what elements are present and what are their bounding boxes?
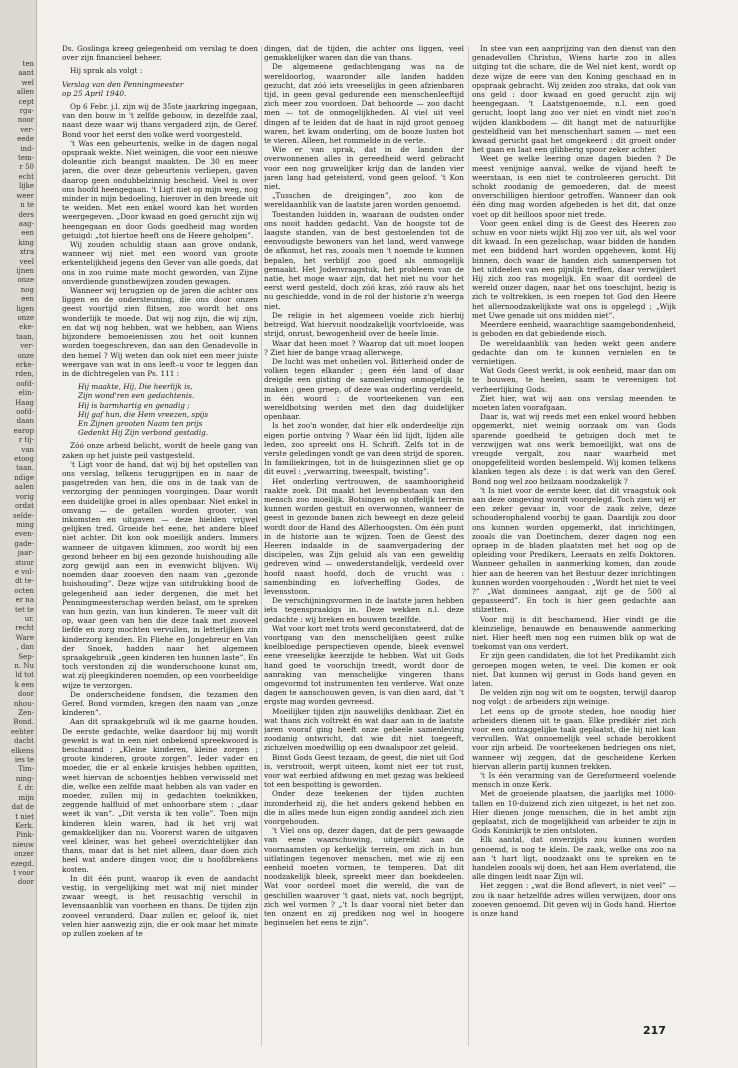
psalm-line: Hij maakte, Hij, Die heerlijk is,: [78, 382, 193, 392]
paragraph: 't Is niet voor de eerste keer, dat dit vraagstuk ook aan deze omgeving wordt voorgelegd. Toch zien wij er een zeker gevaar in, voor de zaak zelve, deze schouderophalend voorbij te gaan. Daardijk zou door ons kunnen worden opgemerkt, dat inrichtingen, zooals die van Doetinchem, dezer dagen nog een opraep in de bladen plaatsten met het oog op de opleiding voor Predikers, Leeraats en zelfs Doktoren. Wanneer gehallen in aanmerking komen, dan zoude hier aan de heeren van het Bestuur dezer inrichtingen kunnen worden voorgehouden : „Wordt het niet te veel ?” „Wat dominees aangaat, zijt ge de 500 al gepasseerd”. En toch is hier geen gedachte aan stilzetten.: [472, 485, 676, 615]
paragraph: De onderscheidene fondsen, die tezamen den Geref. Bond vormden, kregen den naam van „onze kinderen”.: [62, 689, 258, 718]
gutter-fragment: ind-: [20, 144, 34, 153]
paragraph: Ziet hier, wat wij aan ons verslag meenden te moeten laten voorafgaan.: [472, 393, 676, 412]
gutter-fragment: allen: [16, 88, 34, 97]
gutter-fragment: tet te: [15, 605, 34, 614]
gutter-fragment: door: [17, 690, 34, 699]
gutter-fragment: Sep-: [18, 652, 34, 661]
speaker-line: Hij sprak als volgt :: [70, 66, 143, 76]
gutter-fragment: ders: [18, 210, 34, 219]
gutter-fragment: oofd-: [16, 408, 34, 417]
gutter-fragment: eede: [17, 135, 34, 144]
gutter-fragment: ld tot: [15, 671, 34, 680]
paragraph: Wij zouden schuldig staan aan grove ondank, wanneer wij niet met een woord van groote erkentelijkheid jegens den Gever van alle goeds, dat ons in zoo ruime mate mocht geworden, van Zijne onverdiende gunstbewijzen zouden gewagen.: [62, 240, 258, 286]
gutter-fragment: cept: [18, 97, 34, 106]
gutter-fragment: eehter: [10, 727, 34, 736]
gutter-fragment: , dan: [16, 643, 34, 652]
paragraph: Zóó onze arbeid belicht, wordt de heele gang van zaken op het juiste peil vastgesteld.: [62, 441, 258, 460]
gutter-fragment: f. dr.: [17, 784, 34, 793]
gutter-fragment: onze: [17, 313, 34, 322]
gutter-fragment: xtra: [19, 248, 34, 257]
paragraph: Let eens op de groote steden, hoe noodig hier arbeiders dienen uit te gaan. Elke predikér ziet zich voor een ontzaggelijke taak geplaatst, die hij niet kan vervullen. Wat onnoemelijk veel schade berokkent voor zijn arbeid. De voorteekenen bedriegen ons niet, wanneer wij zeggen, dat de gescheidene Kerken hiervan allerin partij kunnen trekken.: [472, 706, 676, 771]
psalm-line: Gedenkt Hij Zijn verbond gestadig.: [78, 428, 209, 438]
gutter-fragment: nog: [20, 285, 34, 294]
gutter-fragment: ver-: [20, 342, 34, 351]
intro-paragraph: Ds. Goslinga kreeg gelegenheid om verslag te doen over zijn financieel beheer.: [62, 44, 258, 63]
gutter-fragment: erke-: [15, 361, 34, 369]
column-3: [472, 44, 676, 1044]
paragraph: Onder deze teekenen der tijden zuchten inzonderheid zij, die het anders gekend hebben en die in alles mede hun eigen zondig aandeel zich zien voorgehouden.: [264, 789, 464, 827]
gutter-fragment: wel: [21, 78, 34, 87]
gutter-fragment: oofd-: [16, 379, 34, 388]
gutter-fragment: nieuw: [12, 840, 34, 849]
gutter-fragment: recht: [15, 624, 34, 633]
paragraph: De lucht was met onheilen vol. Bitterheid onder de volken tegen elkander ; geen één land of daar dreigde een gisting de samenleving onmogelijk te maken ; geen groep, of deze was onderling verdeeld, in één woord : de voorteekenen van een wereldbotsing werden met den dag duidelijker openbaar.: [264, 356, 464, 422]
gutter-fragment: etoog: [14, 455, 34, 464]
gutter-fragment: taan,: [16, 332, 34, 341]
gutter-fragment: ndige: [14, 473, 34, 482]
gutter-fragment: aag-: [18, 219, 34, 228]
gutter-fragment: king: [18, 238, 34, 247]
paragraph: Er zijn geen candidaten, die tot het Predikambt zich geroepen mogen weten, te veel. Die komen er ook niet. Dat kunnen wij gerust in Gods hand geven en laten.: [472, 651, 676, 689]
gutter-fragment: elin-: [18, 389, 34, 398]
gutter-fragment: t voor: [13, 868, 34, 877]
psalm-line: Hij is barmhartig en genadig ;: [78, 400, 190, 410]
gutter-fragment: onzer: [14, 850, 34, 859]
paragraph: In stee van een aanprijzing van den dienst van den genadevollen Christus, Wiens harte zoo in alles uitging tot die schare, die de Wel niet kent, wordt op deze wijze de eere van den Koning geschaad en in opspraak gebracht. Wij zeiden zoo straks, dat ook van ons geld : door kwaad en goed gerucht zijn wij heengegaan. 't Laatstgenoemde, n.l. een goed gerucht, loopt lang zoo ver niet en vindt niet zoo'n wijden klankbodem — dit hangt met de natuurlijke gesteldheid van het menschenhart samen — met een kwaad gerucht gaat het omgekeerd : dit groeit onder het gaan en laat een glibberig spoor zeker achter.: [472, 44, 676, 155]
gutter-fragment: noor: [17, 116, 34, 125]
gutter-fragment: k een: [14, 680, 34, 689]
gutter-fragment: ijnen: [16, 266, 34, 275]
gutter-fragment: ming: [16, 520, 34, 529]
gutter-fragment: Bond.: [13, 718, 34, 727]
gutter-fragment: rga-: [19, 107, 34, 116]
paragraph: Voor mij is dit beschamend. Hier vindt ge die kleinzielige, benauwde en benauwende aanmerking niet. Hier heeft men nog een ruimen blik op wat de toekomst van ons verdert.: [472, 614, 676, 652]
gutter-fragment: echt: [18, 172, 34, 181]
paragraph: Wat Gods Geest werkt, is ook eenheid, maar dan om te bouwen, te heelen, saam te vereenigen tot verheerlijking Gods.: [472, 366, 676, 394]
gutter-fragment: een: [21, 229, 34, 238]
report-date: op 25 April 1940.: [62, 88, 127, 98]
gutter-fragment: er na: [15, 596, 34, 605]
paragraph: Weet ge welke leering onze dagen bieden ? De meest venijnige aanval, welke de vijand heeft te weerstaan, is een niet te controleeren gerucht. Dit schokt zoodanig de gemoederen, dat de meest onverschilligen hierdoor getroffen. Wanneer dan ook één ding mag worden afgebeden is het dit, dat onze voet op dit heilloos spoor niet trede.: [472, 154, 676, 219]
gutter-fragment: dt te-: [15, 577, 34, 586]
column-1: [62, 44, 258, 1044]
paragraph: Meerdere eenheid, waarachtige saamgebondenheid, is geboden en dat gebiedende eisch.: [472, 320, 676, 339]
gutter-fragment: tem-: [18, 154, 34, 163]
gutter-fragment: stuur: [15, 558, 34, 567]
paragraph: Wanneer wij terugzien op de jaren die achter ons liggen en de ondersteuning, die ons door onzen geest voortijd zien flitsen, zoo wordt het ons wonderlijk te moede. Dat wij nog zijn, die wij zijn, en dat wij nog hebben, wat we hebben, aan Wiens bijzondere bemoeienissen zou het ooit kunnen worden toegeschreven, dan aan den Genadevolle in den hemel ? Wij weten dan ook niet een meer juiste weergave van wat in ons leeft–u voor te leggen dan in de dichtregelen van Ps. 111 :: [62, 286, 258, 378]
paragraph: Wie er van sprak, dat in de landen der overwonnenen alles in gereedheid werd gebracht voor een nog gruwelijker krijg dan de landen vier jaren lang had geteisterd, vond geen geloof. 't Kon niet.: [264, 145, 464, 192]
psalm-line: En Zijnen grooten Naam ten prijs: [78, 418, 203, 428]
column-divider: [261, 46, 262, 1046]
gutter-fragment: r tij-: [18, 436, 34, 445]
paragraph: De verschijningsvormen in de laatste jaren hebben iets tegenspraakigs in. Deze wekken n.l. deze gedachte : wij breken en bouwen tezelfde.: [264, 596, 464, 624]
gutter-fragment: selde-: [13, 511, 34, 520]
paragraph: Het zeggen : „wat die Bond aflevert, is niet veel” — zou ik naar hetzelfde adres willen verwijzen, door ons zooeven genoemd. Dit geven wij in Gods hand. Hiertoe is onze hand: [472, 881, 676, 919]
paragraph: Toestanden luidden in, waaraan de oudsten onder ons nooit hadden gedacht. Van de hoogste tot de laagste standen, van de best gestoelenden tot de eenvoudigste bewoners van het land, werd vanwege de afkomst, het ras, zooals men 't noemde te kunnen bepalen, het verblijf zoo goed als onmogelijk gemaakt. Het Jodenvraagstuk, het probleem van de natie, het moge waar zijn, dat het niet nu voor het eerst werd gesteld, doch zóó kras, zóó rauw als het nu geschiedde, vond in de rol der historie z'n weerga niet.: [264, 209, 464, 311]
gutter-fragment: Pink-: [16, 831, 34, 840]
paragraph: Elk aantal, dat onverzijds zou kunnen worden genoemd, is nog te klein. De zaak, welke ons zoo na aan 't hart ligt, noodzaakt ons te spreken en te handelen zooals wij doen, het aan Hem overlatend, die alle dingen leidt naar Zijn wil.: [472, 835, 676, 882]
gutter-fragment: dat de: [11, 803, 34, 812]
gutter-fragment: dacht: [14, 737, 34, 746]
paragraph: Moeilijker tijden zijn nauwelijks denkbaar. Ziet én wat thans zich voltrekt én wat daar aan in de laatste jaren vooraf ging heeft onze gebeele samenleving zoodanig ontwricht, dat wie dit niet toegeeft, zichzelven moedwillig op een dwaalspoor zet geleid.: [264, 706, 464, 753]
paragraph: Waar dat heen moet ? Waarop dat uit moet loopen ? Ziet hier de bange vraag allerwege.: [264, 338, 464, 357]
gutter-fragment: mijn: [18, 793, 34, 802]
paragraph: De religie in het algemeen voelde zich hierbij betreigd. Wat hiervuit noodzakelijk voortvloeide, was strijd, onrust, bewogenheid over de heele linie.: [264, 310, 464, 339]
gutter-fragment: elkens: [11, 746, 34, 755]
gutter-fragment: Ware: [15, 633, 34, 642]
gutter-fragment: ordat: [14, 502, 34, 511]
paragraph: Het onderling vertrouwen, de saamhoorigheid raakte zoek. Dit maakt het levensbestaan van den mensch zoo moeilijk. Botsingen op stoffelijk terrein kunnen worden gestuit en overwonnen, wanneer de geest in gezonde banen zich beweegt en deze geleid wordt door de Hand des Allerhoogsten. Om één punt in de historie aan te wijzen. Toen de Geest des Heeren indaalde in de saamvergadering der discipelen, was Zijn geluid als van een geweldig gedreven wind — onwederstandelijk, verdeeld over hoofd naast hoofd, doch de vrucht was : samenbinding en lofverheffing Godes, de levensstoon.: [264, 476, 464, 596]
gutter-fragment: t niet: [15, 812, 34, 821]
gutter-fragment: aalen: [14, 483, 34, 492]
report-title: Verslag van den Penningmeester: [62, 79, 184, 89]
paragraph: Is het zoo'n wonder, dat hier elk onderdeelije zijn eigen portie ontving ? Waar één lid lijdt, lijden alle leden, zoo spreekt ons H. Schrift. Zelfs tot in de verste geledingen vondt ge van deen strijd de sporen. In familiekringen, tot in de huisgezinnen sliet ge op dit euvel : „verwarring, tweespalt, twisting”.: [264, 421, 464, 477]
paragraph: Op 6 Febr. j.l. zijn wij de 35ste jaarkring ingegaan, van den bouw in 't zelfde gebouw, in dezelfde zaal, naast deze waar wij thans vergaderd zijn, de Geref. Bond voor het eerst den volke werd voorgesteld.: [62, 102, 258, 139]
gutter-fragment: gade-: [14, 539, 34, 548]
psalm-line: Zijn wond'ren een gedachtenis.: [78, 391, 195, 401]
paragraph: 't Ligt voor de hand, dat wij bij het opstellen van ons verslag, telkens teruggrijpen en in naar de pasgetreden van hen, die ons in de taak van de verzorging der penningen voorgingen. Daar wordt een duidelijke groei in alles openbaar. Niet enkel in omvang — de getallen worden grooter, van inkomsten en uitgaven — deze hielden vrijwel gelijken tred. Groeide het eene, het andere bleef niet achter. Dit kon ook moeilijk anders. Immers wanneer de uitgaven klimmen, zoo wordt bij een gezond beheer en bij een gezonde huishouding alle zorg gewijd aan een in evenwicht blijven. Wij noemden daar zooeven den naam van „gezonde huishouding”. Deze wijze van uitdrukking bood de gelegenheid aan ieder dergenen, die met het Penningmeesterschap werden belast, om te spreken van hun gezin, van hun kinderen. Te meer valt dit op, waar geen van hen die deze taak met zooveel liefde en zorg mochten vervullen, in letterlijken zin kinderzorg kenden. En Fliehe en Jongebreur en Van der Snoek, hadden naar het algemeen spraakgebruik „geen kinderen ten hunnen laste”. En toch verstonden zij die wonderschoone kunst om, wat zij pleegkinderen noemden, op een voorbeeldige wijze te verzorgen.: [62, 459, 258, 690]
gutter-fragment: vorig: [15, 492, 34, 501]
gutter-fragment: taan.: [16, 464, 34, 473]
paragraph: Wat voor kort met trots werd geconstateerd, dat de voortgang van den menschelijken geest zulke koelbloedige perspectieven opende, bleek evenwel eene vreeselijke keerzijde te hebben. Wat uit Gods hand goed te voorschijn treedt, wordt door de aanraking van menschelijke vingeren thans omgevormd tot instrumenten ten verderve. Wat onze dagen te aanschouwen geven, is van dien aard, dat 't ergste mag worden gevreesd.: [264, 623, 464, 707]
gutter-fragment: veel: [19, 257, 34, 266]
gutter-fragment: onze: [17, 276, 34, 285]
paragraph: „Tusschen de dreigingen”, zoo kon de wereldaanblik van de laatste jaren worden genoemd.: [264, 191, 464, 210]
gutter-fragment: r 50: [19, 163, 34, 172]
paragraph: Daar is, wat wij reeds met een enkel woord hebben opgemerkt, niet weinig oorzaak om van Gods sparende goedheid te getuigen doch met te verzwijgen wat ons werk bemoeilijkt, wat ons de vreugde vergalt, zou naar waarheid met onopgefeliteid worden beslempeld. Wij komen telkens klanken tegen als deze : is dat werk van den Geref. Bond nog wel zoo heilzaam noodzakelijk ?: [472, 412, 676, 486]
adjacent-page-gutter: [0, 0, 37, 1068]
column-2: [264, 44, 464, 1044]
paragraph: Binst Gods Geest tezaam, de geest, die niet uit God is, verstrooit, werpt uiteen, komt niet eer tot rust, voor wat eerbied afdwong en met gezag was bekleed tot een bespotting is geworden.: [264, 752, 464, 790]
paragraph: De algemeene gedachtengang was na de wereldoorlog, waaronder alle landen hadden gezucht, dat zóó iets vreeselijks in geen afzienbaren tijd, in geen geval gedurende een menschenleeftijd zich meer zou voordoen. Dat behoorde — zoo dacht men — tot de onmogelijkheden. Al viel uit veel dingen af te leiden dat de haat in nijd groot genoeg waren, het kwam onderling, om de booze lusten bot te vieren. Alleen, het rommelde in de verte.: [264, 62, 464, 146]
gutter-fragment: weer: [16, 191, 34, 200]
gutter-fragment: Tim-: [18, 765, 34, 774]
gutter-fragment: van: [21, 445, 34, 454]
gutter-fragment: octen: [14, 586, 34, 595]
page-number: 217: [643, 1024, 666, 1037]
psalm-quote: [78, 382, 258, 437]
gutter-fragment: ezegd.: [10, 859, 34, 868]
gutter-fragment: lijke: [18, 182, 34, 191]
gutter-fragment: Haag: [15, 398, 34, 407]
gutter-fragment: ning-: [15, 774, 34, 783]
gutter-fragment: ver-: [20, 125, 34, 134]
paragraph: 't Viel ons op, dezer dagen, dat de pers gewaagde van eene waarschuwing, uitgereikt aan de voornaamsten op kerkelijk terrein, om zich in hun uitlatingen tegenover menschen, met wie zij een eenheid moeten vormen, te temperen. Dat dit noodzakelijk bleek, spreekt meer dan boekdeelen. Wat voor oordeel moet die wereld, die van de geschillen waarover 't gaat, niets vat, noch begrijpt, zich wel vormen ? „'t Is daar vooral niet beter dan ten onzent en zij prediken nog wel in hoogere beginselen het eens te zijn”.: [264, 826, 464, 928]
gutter-fragment: daan: [16, 417, 34, 426]
gutter-fragment: e vol-: [14, 567, 34, 576]
gutter-fragment: eke-: [19, 323, 34, 332]
paragraph: Voor geen enkel ding is de Geest des Heeren zoo schuw en voor niets wijkt Hij zoo ver uit, als wel voor dit kwaad. In een gezelschap, waar bidden de handen met een biddend hart worden opgeheven, komt Hij binnen, doch waar de handen zich samenpersen tot het uitdeelen van een pijnlijk treffen, daar verwijdert Hij zich zoo ras mogelijk. En waar dit oordeel de wereld onzer dagen, naar het ons toeschijnt, bezig is zich te voltrekken, is een roepen tot God den Heere het allernoodzakelijkste wat ons is opgelegd ; „Wijk met Uwe genade uit ons midden niet”.: [472, 218, 676, 320]
paragraph: Met de groeiende plaatsen, die jaarlijks met 1000-tallen en 10-duizend zich zien uitgezet, is het net zoo. Hier dienen jonge menschen, die in het ambt zijn geplaatst, zich de mogelijkheid van arbeider te zijn in Gods Koninkrijk te zien ontsloten.: [472, 789, 676, 836]
paragraph: Aan dit spraakgebruik wil ik me gaarne houden. De eerste gedachte, welke daardoor bij mij wordt gewekt is wat in een niet onbekend spreekwoord is beschaamd : „Kleine kinderen, kleine zorgen ; groote kinderen, groote zorgen”. Ieder vader en moeder, die er al enkele kruisjes hebben opzitten, weet hiervan de schoentjes hebben verwisseld met die, welke een zelfde maat hebben als van vader en moeder, zullen mij in gedachten toeknikken, zeggende halfluid of met onhoorbare stem : „daar weet ik van”. „Dit versta ik ten volle”. Toen mijn kinderen klein waren, had ik het vrij wat gemakkelijker dan nu. Voorerst waren de uitgaven veel kleiner, was het geheel overzichtelijker dan thans, maar dat is het niet alleen, daar doen zich heel wat andere dingen voor, die u hoofdbrekens kosten.: [62, 717, 258, 874]
gutter-fragment: even-: [14, 530, 34, 539]
psalm-line: Hij gaf hun, die Hem vreezen, spijs: [78, 409, 209, 419]
gutter-fragment: earop: [13, 426, 34, 435]
gutter-fragment: nhou-: [13, 699, 34, 708]
gutter-fragment: n. Nu: [14, 662, 34, 670]
gutter-fragment: onze: [17, 351, 34, 360]
gutter-fragment: Kerk.: [15, 821, 34, 830]
column-divider: [468, 46, 469, 1046]
gutter-fragment: n te: [20, 201, 34, 210]
gutter-fragment: ten: [22, 60, 34, 68]
gutter-fragment: ies te: [14, 756, 34, 765]
gutter-fragment: een: [21, 295, 34, 304]
gutter-fragment: aant: [18, 69, 34, 78]
gutter-fragment: ur.: [24, 614, 34, 623]
paragraph: 't Was een gebeurtenis, welke in de dagen nogal opspraak wekte. Niet weinigen, die voor een nieuwe doleantie zich beangst maakten. De 30 en meer jaren, die over deze gebeurtenis verliepen, gaven daarop geen ondubbelzinnig bescheid. Veel is over ons hoofd heengegaan. 't Ligt niet op mijn weg, nog minder in mijn bedoeling, hierover in den breede uit te weiden. Met een enkel woord kan het worden weergegeven. „Door kwaad en goed gerucht zijn wij heengegaan en door Gods goedheid mag worden getuigd: „tot hiertoe heeft ons de Heere geholpen”.: [62, 138, 258, 240]
paragraph: In dit één punt, waarop ik even de aandacht vestig, in vergelijking met wat mij niet minder zwaar weegt, is het reusachtig verschil in levensaanblik van voorheen en thans. De tijden zijn zooveel veranderd. Daar zullen er, geloof ik, niet velen hier aanwezig zijn, die er ook maar het minste op zullen zoeken af te: [62, 873, 258, 939]
paragraph: 't Is één verarming van de Gereformeerd voelende mensch in onze Kerk.: [472, 771, 676, 790]
gutter-fragment: rden,: [15, 370, 34, 379]
gutter-fragment: ligen: [16, 304, 34, 313]
paragraph: dingen, dat de tijden, die achter ons liggen, veel gemakkelijker waren dan die van thans.: [264, 44, 464, 63]
paragraph: De wereldaanblik van heden wekt geen andere gedachte dan om te kunnen vernielen en te vernietigen.: [472, 338, 676, 366]
gutter-fragment: door: [17, 878, 34, 887]
gutter-fragment: Zen-: [18, 709, 34, 718]
gutter-text-fragments: [2, 60, 34, 1050]
gutter-fragment: jaar-: [17, 549, 34, 558]
paragraph: De velden zijn nog wit om te oogsten, terwijl daarop nog volgt : de arbeiders zijn weinige.: [472, 688, 676, 707]
